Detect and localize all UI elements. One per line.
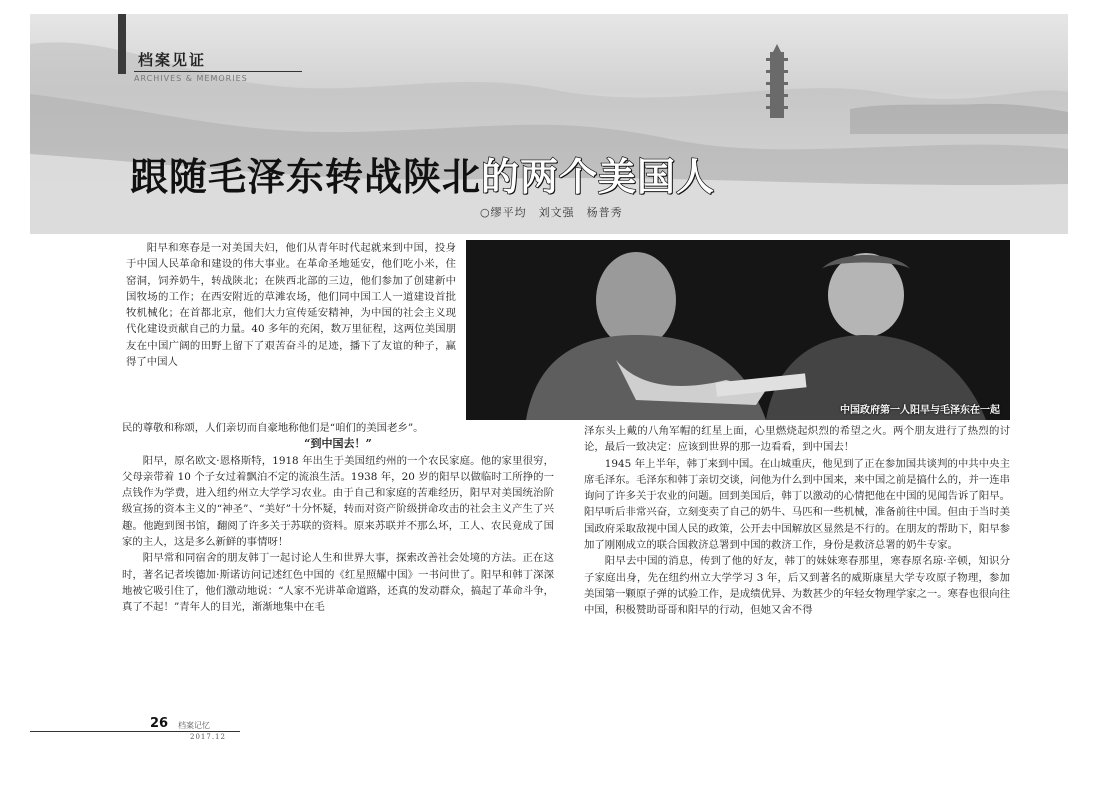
magazine-name: 档案记忆 xyxy=(178,721,210,730)
footer-rule xyxy=(30,731,240,732)
photo-illustration xyxy=(466,240,1010,420)
intro-continuation: 民的尊敬和称颂，人们亲切而自豪地称他们是“咱们的美国老乡”。 xyxy=(122,422,424,434)
pagoda-icon xyxy=(766,44,788,118)
body-paragraph-1: 阳早，原名欧文·恩格斯特，1918 年出生于美国纽约州的一个农民家庭。他的家里很穷，父母亲带着 10 个子女过着飘泊不定的流浪生活。1938 年，20 岁的阳早以做临时工所挣的一点钱作为学费，进入纽约州立大学学习农业。由于自己和家庭的苦难经历，阳早对美国统治阶级宣扬的资本主义的“神圣”、“美好”十分怀疑，转而对资产阶级拼命攻击的社会主义产生了兴趣。他跑到图书馆，翻阅了许多关于苏联的资料。原来苏联并不那么坏，工人、农民竟成了国家的主人，这是多么新鲜的事情呀！ xyxy=(122,454,554,549)
title-outline: 的两个美国人 xyxy=(481,155,716,199)
title-main: 跟随毛泽东转战陕北 xyxy=(130,155,482,199)
article-photo xyxy=(466,240,1010,420)
issue-date: 2017.12 xyxy=(190,733,226,741)
section-sublabel: ARCHIVES & MEMORIES xyxy=(134,74,248,83)
body-paragraph-2: 阳早常和同宿舍的朋友韩丁一起讨论人生和世界大事，探索改善社会处境的方法。正在这时，著名记者埃德加·斯诺访问记述红色中国的《红星照耀中国》一书问世了。阳早和韩丁深深地被它吸引住了，他们激动地说：“人家不光讲革命道路，还真的发动群众，搞起了革命斗争，真了不起！”青年人的目光，渐渐地集中在毛 xyxy=(122,552,554,614)
right-column xyxy=(584,423,1010,619)
article-title xyxy=(130,146,1010,201)
body-paragraph-3: 泽东头上戴的八角军帽的红星上面，心里燃烧起炽烈的希望之火。两个朋友进行了热烈的讨论，最后一致决定：应该到世界的那一边看看，到中国去！ xyxy=(584,425,1010,454)
body-paragraph-4: 1945 年上半年，韩丁来到中国。在山城重庆，他见到了正在参加国共谈判的中共中央主席毛泽东。毛泽东和韩丁亲切交谈，问他为什么到中国来，来中国之前是搞什么的，并一连串询问了许多关于农业的问题。回到美国后，韩丁以激动的心情把他在中国的见闻告诉了阳早。阳早听后非常兴奋，立刻变卖了自己的奶牛、马匹和一些机械，准备前往中国。但由于当时美国政府采取敌视中国人民的政策，公开去中国解放区显然是不行的。在朋友的帮助下，阳早参加了刚刚成立的联合国救济总署到中国的救济工作，身份是救济总署的奶牛专家。 xyxy=(584,457,1011,552)
page-number: 26 xyxy=(150,716,169,731)
left-column xyxy=(122,420,554,616)
intro-paragraph: 阳早和寒春是一对美国夫妇，他们从青年时代起就来到中国，投身于中国人民革命和建设的伟大事业。在革命圣地延安，他们吃小米，住窑洞，饲养奶牛，转战陕北；在陕西北部的三边，他们参加了创建新中国牧场的工作；在西安附近的草滩农场，他们同中国工人一道建设首批牧机械化；在首都北京，他们大力宣传延安精神，为中国的社会主义现代化建设贡献自己的力量。40 多年的充闲，数万里征程，这两位美国朋友在中国广阔的田野上留下了艰苦奋斗的足迹，播下了友谊的种子，赢得了中国人 xyxy=(126,242,456,369)
magazine-page xyxy=(30,14,1068,744)
section-marker xyxy=(118,14,126,74)
section-label: 档案见证 xyxy=(138,51,207,69)
intro-column xyxy=(126,240,456,370)
photo-caption: 中国政府第一人阳早与毛泽东在一起 xyxy=(840,405,1000,416)
landscape-illustration xyxy=(30,14,1068,234)
body-paragraph-5: 阳早去中国的消息，传到了他的好友，韩丁的妹妹寒春那里，寒春原名琼·辛顿，知识分子家庭出身，先在纽约州立大学学习 3 年，后又到著名的威斯康星大学专攻原子物理，参加美国第一颗原子弹的试验工作，是成绩优异、为数甚少的年轻女物理学家之一。寒春也很向往中国，积极赞助哥哥和阳早的行动，但她又舍不得 xyxy=(584,555,1011,617)
header-banner xyxy=(30,14,1068,234)
subheading: “到中国去！” xyxy=(304,437,372,451)
byline: ○缪平均 刘文强 杨普秀 xyxy=(480,206,623,219)
section-rule xyxy=(134,71,302,72)
